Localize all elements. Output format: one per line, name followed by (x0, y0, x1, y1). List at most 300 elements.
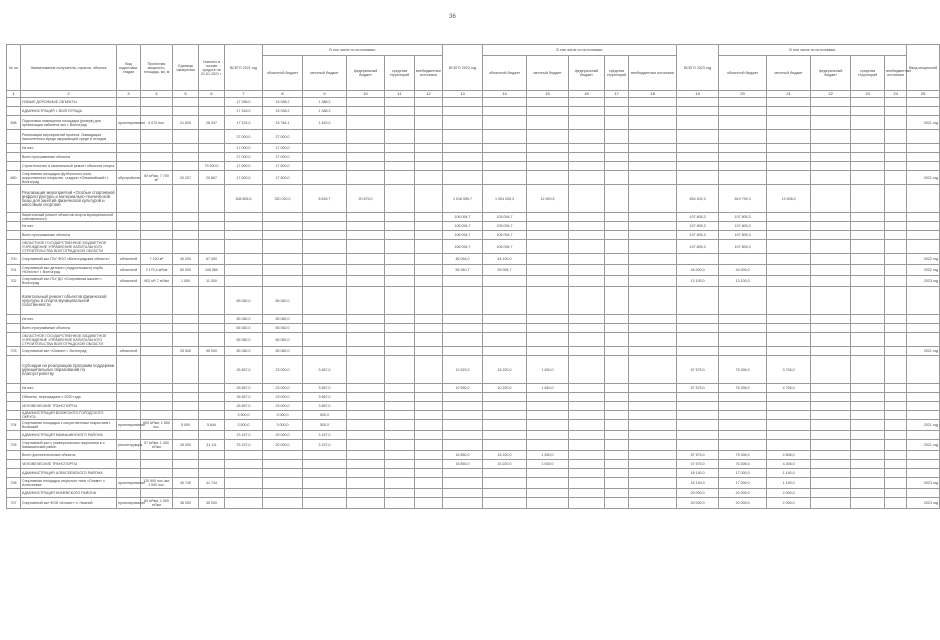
obl-2023: 75 306,0 (719, 356, 767, 384)
obl-2021: 3 000,0 (263, 420, 303, 431)
total-2022 (443, 440, 483, 451)
page-number: 36 (449, 14, 456, 20)
fed-2023 (811, 107, 851, 116)
column-number: 7 (225, 91, 263, 98)
extra-2022 (629, 393, 677, 402)
row-note (907, 469, 940, 478)
row-name: Спортивная площадка открытого типа «Олимп» с. Алексеевка (21, 478, 117, 489)
obl-2023 (719, 144, 767, 153)
obl-2021: 320 010,0 (263, 185, 303, 213)
fed-2023 (811, 498, 851, 509)
obl-2023 (719, 431, 767, 440)
terr-2023 (851, 240, 885, 254)
terr-2023 (851, 98, 885, 107)
local-2021: 1 440,0 (303, 116, 347, 130)
terr-2023 (851, 333, 885, 347)
terr-2023 (851, 451, 885, 460)
fed-2021 (347, 265, 385, 276)
terr-2021 (385, 116, 415, 130)
obl-2023 (719, 162, 767, 171)
row-type (117, 469, 141, 478)
row-note (907, 162, 940, 171)
extra-2021 (415, 144, 443, 153)
terr-2021 (385, 402, 415, 411)
terr-2023 (851, 356, 885, 384)
total-2023: 20 000,0 (677, 489, 719, 498)
obl-2022: 105 094,7 (483, 231, 527, 240)
fed-2023 (811, 315, 851, 324)
total-2021 (225, 478, 263, 489)
row-type: проектирование (117, 498, 141, 509)
row-index (7, 356, 21, 384)
column-number: 14 (483, 91, 527, 98)
extra-2021 (415, 333, 443, 347)
row-unit: 1 050 (173, 276, 199, 287)
terr-2022 (605, 213, 629, 222)
table-row (7, 287, 940, 315)
fed-2022 (569, 393, 605, 402)
local-2021 (303, 469, 347, 478)
local-2023 (767, 130, 811, 144)
obl-2021: 15 938,2 (263, 98, 303, 107)
terr-2022 (605, 254, 629, 265)
local-2022: 1 630,0 (527, 460, 569, 469)
local-2022 (527, 347, 569, 356)
obl-2022 (483, 324, 527, 333)
obl-2022: 105 094,7 (483, 222, 527, 231)
header-obl-2022: областной бюджет (483, 56, 527, 91)
table-row (7, 144, 940, 153)
terr-2022 (605, 498, 629, 509)
terr-2021 (385, 287, 415, 315)
fed-2021 (347, 420, 385, 431)
extra-2023 (885, 489, 907, 498)
terr-2022 (605, 333, 629, 347)
terr-2022 (605, 116, 629, 130)
terr-2021 (385, 431, 415, 440)
terr-2023 (851, 469, 885, 478)
row-used (199, 402, 225, 411)
obl-2023 (719, 411, 767, 420)
row-type: областной (117, 276, 141, 287)
row-note (907, 431, 940, 440)
local-2023 (767, 153, 811, 162)
fed-2021 (347, 107, 385, 116)
total-2021 (225, 231, 263, 240)
row-name: ОБЛАСТНОЕ ГОСУДАРСТВЕННОЕ БЮДЖЕТНОЕ УЧРЕЖДЕНИЕ УПРАВЛЕНИЕ КАПИТАЛЬНОГО СТРОИТЕЛЬСТВА ВОЛГОГРАДСКОЙ ОБЛАСТИ (21, 240, 117, 254)
row-type: областной (117, 254, 141, 265)
total-2023: 20 000,0 (677, 498, 719, 509)
row-used (199, 384, 225, 393)
row-type: проектирование (117, 478, 141, 489)
total-2021: 3 500,0 (225, 420, 263, 431)
terr-2021 (385, 384, 415, 393)
fed-2022 (569, 144, 605, 153)
local-2023 (767, 265, 811, 276)
row-name: Из них: (21, 144, 117, 153)
local-2021: 3 667,0 (303, 356, 347, 384)
total-2023 (677, 98, 719, 107)
obl-2021 (263, 498, 303, 509)
local-2022 (527, 431, 569, 440)
row-note: 2022 год (907, 265, 940, 276)
row-power (141, 356, 173, 384)
local-2022 (527, 420, 569, 431)
header-local-2023: местный бюджет (767, 56, 811, 91)
fed-2022 (569, 469, 605, 478)
extra-2023 (885, 498, 907, 509)
header-idx: № пп (7, 45, 21, 91)
local-2022: 12 520,5 (527, 185, 569, 213)
total-2021: 17 000,0 (225, 144, 263, 153)
terr-2021 (385, 315, 415, 324)
row-note (907, 130, 940, 144)
fed-2023 (811, 356, 851, 384)
total-2022 (443, 420, 483, 431)
header-total-2022: ВСЕГО 2022 год (443, 45, 483, 91)
total-2023 (677, 130, 719, 144)
fed-2021 (347, 171, 385, 185)
extra-2022 (629, 162, 677, 171)
fed-2023 (811, 411, 851, 420)
total-2021 (225, 276, 263, 287)
extra-2022 (629, 431, 677, 440)
total-2022 (443, 324, 483, 333)
obl-2021 (263, 240, 303, 254)
extra-2021 (415, 420, 443, 431)
obl-2022: 44 100,0 (483, 254, 527, 265)
local-2021 (303, 315, 347, 324)
fed-2023 (811, 384, 851, 393)
local-2023 (767, 287, 811, 315)
row-name: Объекты, перешедшие с 2020 года (21, 393, 117, 402)
obl-2022 (483, 431, 527, 440)
total-2023 (677, 254, 719, 265)
row-note: 2021 год (907, 347, 940, 356)
terr-2022 (605, 478, 629, 489)
row-name: Капитальный ремонт объектов спорта муниципальной собственности (21, 213, 117, 222)
row-power (141, 489, 173, 498)
row-name: ЧЕЛОВЕЧЕСКИЕ ТРАНСПОРТЫ (21, 402, 117, 411)
terr-2021 (385, 393, 415, 402)
extra-2021 (415, 185, 443, 213)
obl-2022 (483, 420, 527, 431)
terr-2021 (385, 276, 415, 287)
row-type (117, 162, 141, 171)
total-2023 (677, 440, 719, 451)
local-2023 (767, 98, 811, 107)
terr-2022 (605, 265, 629, 276)
total-2022 (443, 171, 483, 185)
obl-2023: 76 306,0 (719, 460, 767, 469)
row-power (141, 144, 173, 153)
row-name: Капитальный ремонт объектов физической культуры и спорта муниципальной собственности (21, 287, 117, 315)
column-number: 10 (347, 91, 385, 98)
header-terr-2022: средства территорий (605, 56, 629, 91)
row-name: Спортивный зал ГБУ ФСО «Волгоградская область» (21, 254, 117, 265)
local-2023 (767, 431, 811, 440)
local-2022: 1 630,0 (527, 356, 569, 384)
row-type (117, 411, 141, 420)
fed-2023 (811, 240, 851, 254)
row-unit: 25 540 (173, 347, 199, 356)
terr-2023 (851, 153, 885, 162)
row-type: проектирование (117, 420, 141, 431)
obl-2021: 65 082,0 (263, 324, 303, 333)
row-name: Всего программные объекты (21, 324, 117, 333)
extra-2023 (885, 116, 907, 130)
extra-2023 (885, 231, 907, 240)
row-used (199, 431, 225, 440)
table-row (7, 498, 940, 509)
total-2023: 67 575,0 (677, 356, 719, 384)
total-2023 (677, 107, 719, 116)
extra-2023 (885, 411, 907, 420)
column-number: 23 (851, 91, 885, 98)
total-2022 (443, 116, 483, 130)
fed-2021 (347, 393, 385, 402)
table-row (7, 171, 940, 185)
column-number: 6 (199, 91, 225, 98)
column-number: 9 (303, 91, 347, 98)
local-2021: 3 157,0 (303, 431, 347, 440)
local-2023 (767, 213, 811, 222)
row-unit (173, 469, 199, 478)
local-2021 (303, 333, 347, 347)
row-index (7, 460, 21, 469)
fed-2023 (811, 130, 851, 144)
fed-2023 (811, 287, 851, 315)
local-2021 (303, 162, 347, 171)
extra-2022 (629, 153, 677, 162)
row-power (141, 130, 173, 144)
row-index (7, 431, 21, 440)
terr-2021 (385, 440, 415, 451)
row-used: 31 111 (199, 440, 225, 451)
total-2022 (443, 489, 483, 498)
row-used: 79 200,0 (199, 162, 225, 171)
fed-2021 (347, 276, 385, 287)
row-unit: 20 207 (173, 171, 199, 185)
fed-2022 (569, 116, 605, 130)
row-index (7, 469, 21, 478)
obl-2022 (483, 171, 527, 185)
extra-2021 (415, 162, 443, 171)
terr-2021 (385, 333, 415, 347)
table-row (7, 420, 940, 431)
terr-2021 (385, 420, 415, 431)
row-type (117, 384, 141, 393)
terr-2022 (605, 107, 629, 116)
extra-2021 (415, 107, 443, 116)
extra-2022 (629, 231, 677, 240)
obl-2021: 15 938,2 (263, 107, 303, 116)
extra-2021 (415, 116, 443, 130)
local-2021 (303, 171, 347, 185)
row-unit (173, 130, 199, 144)
fed-2022 (569, 315, 605, 324)
obl-2022 (483, 116, 527, 130)
column-number: 22 (811, 91, 851, 98)
local-2023 (767, 393, 811, 402)
total-2021: 27 000,0 (225, 153, 263, 162)
extra-2023 (885, 469, 907, 478)
row-index: 702 (7, 276, 21, 287)
row-power (141, 213, 173, 222)
table-row (7, 222, 940, 231)
terr-2021 (385, 213, 415, 222)
total-2022: 46 054,0 (443, 254, 483, 265)
row-power (141, 431, 173, 440)
extra-2022 (629, 144, 677, 153)
terr-2023 (851, 478, 885, 489)
fed-2023 (811, 324, 851, 333)
local-2023 (767, 162, 811, 171)
header-local-2022: местный бюджет (527, 56, 569, 91)
obl-2021: 23 000,0 (263, 393, 303, 402)
row-unit (173, 231, 199, 240)
terr-2021 (385, 98, 415, 107)
obl-2021: 65 082,0 (263, 287, 303, 315)
header-row-numbers (7, 91, 940, 98)
row-unit (173, 489, 199, 498)
row-note (907, 451, 940, 460)
column-number: 5 (173, 91, 199, 98)
row-power (141, 384, 173, 393)
row-name: Субсидии на реализацию программ поддержки муниципальных образований по благоустройству (21, 356, 117, 384)
local-2022 (527, 265, 569, 276)
header-group-2021: В том числе по источникам: (263, 45, 443, 56)
local-2023 (767, 347, 811, 356)
extra-2021 (415, 324, 443, 333)
fed-2023 (811, 489, 851, 498)
obl-2022 (483, 144, 527, 153)
fed-2022 (569, 451, 605, 460)
row-power: 60 м²/км, 1 000 м²/км (141, 498, 173, 509)
local-2023 (767, 107, 811, 116)
extra-2022 (629, 213, 677, 222)
local-2023 (767, 254, 811, 265)
extra-2023 (885, 171, 907, 185)
extra-2022 (629, 130, 677, 144)
obl-2021: 17 500,0 (263, 171, 303, 185)
terr-2022 (605, 185, 629, 213)
row-name: Спортивный зал детского (подросткового) клуба «Юность» г. Волгоград (21, 265, 117, 276)
obl-2021 (263, 231, 303, 240)
row-unit (173, 185, 199, 213)
total-2023: 107 805,3 (677, 231, 719, 240)
obl-2023 (719, 393, 767, 402)
terr-2022 (605, 162, 629, 171)
row-type (117, 98, 141, 107)
extra-2022 (629, 460, 677, 469)
local-2023 (767, 324, 811, 333)
row-used: 29 667 (199, 171, 225, 185)
obl-2022: 59 994,7 (483, 265, 527, 276)
local-2021 (303, 265, 347, 276)
terr-2021 (385, 498, 415, 509)
local-2022 (527, 144, 569, 153)
local-2021 (303, 222, 347, 231)
total-2022 (443, 315, 483, 324)
obl-2022 (483, 153, 527, 162)
fed-2023 (811, 440, 851, 451)
extra-2022 (629, 420, 677, 431)
extra-2021 (415, 213, 443, 222)
total-2021: 26 657,0 (225, 393, 263, 402)
column-number: 1 (7, 91, 21, 98)
total-2021: 17 500,0 (225, 162, 263, 171)
total-2023: 107 805,3 (677, 213, 719, 222)
terr-2022 (605, 315, 629, 324)
fed-2021 (347, 333, 385, 347)
local-2021 (303, 130, 347, 144)
row-unit (173, 324, 199, 333)
column-number: 8 (263, 91, 303, 98)
extra-2021 (415, 287, 443, 315)
terr-2021 (385, 347, 415, 356)
row-used (199, 107, 225, 116)
row-note (907, 489, 940, 498)
local-2023 (767, 333, 811, 347)
row-power (141, 240, 173, 254)
extra-2021 (415, 130, 443, 144)
obl-2021 (263, 213, 303, 222)
local-2021 (303, 478, 347, 489)
obl-2021 (263, 451, 303, 460)
row-index (7, 185, 21, 213)
total-2023: 44 000,0 (677, 265, 719, 276)
extra-2023 (885, 384, 907, 393)
extra-2023 (885, 478, 907, 489)
local-2022 (527, 222, 569, 231)
total-2023 (677, 144, 719, 153)
header-fed-2021: федеральный бюджет (347, 56, 385, 91)
local-2023 (767, 420, 811, 431)
row-index (7, 315, 21, 324)
row-note (907, 411, 940, 420)
extra-2023 (885, 130, 907, 144)
row-index: 660 (7, 171, 21, 185)
row-index (7, 333, 21, 347)
row-note: 2021 год (907, 116, 940, 130)
total-2023 (677, 116, 719, 130)
obl-2023 (719, 402, 767, 411)
local-2021: 3 667,0 (303, 402, 347, 411)
total-2021: 65 082,0 (225, 324, 263, 333)
table-row (7, 153, 940, 162)
obl-2022: 105 094,7 (483, 213, 527, 222)
terr-2022 (605, 431, 629, 440)
extra-2022 (629, 356, 677, 384)
total-2023 (677, 315, 719, 324)
row-name: Всего дополнительные объекты (21, 451, 117, 460)
fed-2023 (811, 231, 851, 240)
row-index: 698 (7, 116, 21, 130)
row-type: реконструкция (117, 440, 141, 451)
extra-2023 (885, 460, 907, 469)
local-2023: 4 306,0 (767, 460, 811, 469)
fed-2022 (569, 130, 605, 144)
row-type: обустройство (117, 171, 141, 185)
table-row (7, 440, 940, 451)
local-2021 (303, 153, 347, 162)
terr-2021 (385, 489, 415, 498)
row-name: Из них: (21, 384, 117, 393)
extra-2022 (629, 324, 677, 333)
table-row (7, 356, 940, 384)
local-2021: 500,0 (303, 411, 347, 420)
